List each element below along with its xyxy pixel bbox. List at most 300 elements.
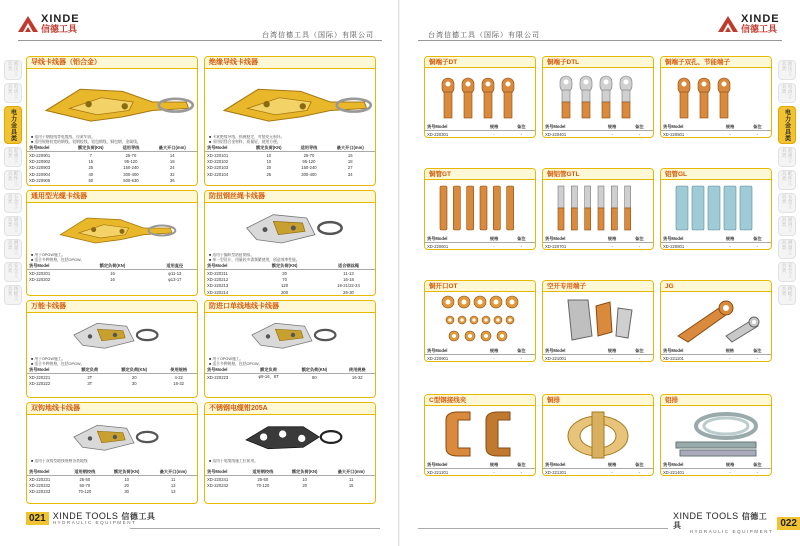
spec-header: 货号Model	[543, 348, 598, 355]
table-row	[661, 243, 771, 250]
spec-cell: 25-70	[303, 152, 315, 158]
product-note: ■ 适用于钢绞线等电缆线，拉紧牢固。	[31, 135, 96, 139]
spec-header: 规格	[480, 462, 507, 469]
company-name: 台湾信德工具（国际）有限公司	[428, 32, 540, 39]
side-tab-3[interactable]: 起重工具类	[4, 147, 22, 167]
table-row	[425, 243, 535, 250]
product-title: 双钩地线卡线器	[27, 403, 197, 415]
spec-cell: 13	[170, 489, 176, 495]
spec-header: 最大开口(mm)	[149, 469, 197, 476]
product-image	[27, 415, 197, 459]
spec-cell: -	[638, 131, 641, 137]
footer-left	[26, 512, 155, 526]
table-row	[205, 171, 375, 178]
spec-cell: 14	[169, 152, 175, 158]
spec-cell: 19-21/22-24	[337, 283, 360, 289]
spec-cell: 10	[124, 476, 129, 482]
footer-brand-cn: 信德工具	[121, 512, 156, 521]
spec-cell: XD-220701	[545, 243, 567, 249]
spec-cell: 25-50	[257, 476, 269, 482]
spec-table	[425, 236, 535, 249]
spec-header: 额定负荷(KN)	[245, 145, 292, 152]
spec-table	[205, 469, 375, 489]
spec-header: 货号Model	[27, 469, 66, 476]
spec-cell: 18	[169, 158, 175, 164]
product-note: ■ 用于OPGW施工。	[31, 253, 66, 257]
spec-cell: XD-220233	[29, 489, 51, 495]
spec-cell: 16-18	[343, 276, 354, 282]
spec-cell: 70	[282, 276, 287, 282]
spec-cell: 2T	[87, 374, 93, 380]
spec-cell: 150-240	[301, 165, 317, 171]
product-note: ■ 适合多种规格，包括OPGW。	[31, 258, 85, 262]
product-note: ■ 适用于电缆线施工拉紧用。	[209, 459, 258, 463]
product-note: ■ 适用于编织型防扭钢丝。	[209, 253, 255, 257]
spec-cell: -	[756, 243, 759, 249]
product-title: 不锈钢电缆钳205A	[205, 403, 375, 415]
spec-cell: XD-220222	[29, 380, 51, 386]
spec-cell: 500-630	[123, 178, 139, 184]
footer-rule	[130, 528, 380, 529]
side-tab-8[interactable]: 安全工具类	[778, 262, 796, 282]
brand-name-en: XINDE	[741, 13, 780, 25]
company-name: 台湾信德工具（国际）有限公司	[262, 32, 374, 39]
table-row	[205, 482, 375, 489]
product-notes	[27, 459, 197, 469]
spec-cell: XD-220501	[663, 131, 685, 137]
spec-cell: 16-32	[173, 380, 185, 386]
product-card	[424, 280, 536, 362]
spec-cell: XD-220211	[207, 270, 228, 276]
spec-cell: XD-220904	[29, 171, 51, 177]
product-image	[425, 68, 535, 124]
spec-cell: XD-220201	[29, 270, 51, 276]
footer-brand-cn: 信德工具	[673, 512, 768, 530]
spec-header: 货号Model	[27, 263, 81, 270]
side-tab-6[interactable]: 通用工具类	[778, 216, 796, 236]
spec-cell: XD-220223	[207, 374, 229, 380]
spec-cell: 7	[89, 152, 92, 158]
product-title: 铝管GL	[661, 169, 771, 180]
spec-table	[27, 367, 197, 387]
table-row	[661, 355, 771, 362]
brand-name-cn: 信德工具	[741, 24, 778, 34]
spec-cell: -	[756, 131, 759, 137]
spec-header: 额定负荷(KN)	[108, 367, 160, 374]
spec-cell: XD-221301	[545, 469, 567, 475]
product-card	[204, 300, 376, 398]
spec-table	[543, 236, 653, 249]
side-tab-4[interactable]: 配件工具类	[4, 170, 22, 190]
spec-header: 货号Model	[661, 124, 716, 131]
spec-cell: XD-220901	[29, 152, 51, 158]
spec-header: 备注	[744, 236, 771, 243]
product-card	[660, 394, 772, 476]
spec-cell: -	[493, 355, 495, 361]
spec-cell: φ9-16，8T	[258, 374, 279, 379]
spec-header: 使用规格	[340, 367, 375, 374]
spec-cell: 26-30	[343, 289, 354, 295]
spec-cell	[314, 289, 322, 296]
side-tab-9[interactable]: 线缆工具类	[778, 285, 796, 305]
spec-cell: -	[611, 469, 613, 475]
product-note: ■ 适合多种规格，包括OPGW。	[209, 362, 263, 366]
spec-cell: XD-220221	[29, 374, 51, 380]
product-image	[205, 313, 375, 357]
table-row	[425, 355, 535, 362]
spec-header: 适用直径	[153, 263, 197, 270]
spec-table	[205, 145, 375, 178]
spec-table	[543, 124, 653, 137]
spec-cell: XD-220213	[207, 283, 229, 289]
spec-cell: 25	[266, 171, 272, 177]
spec-cell: -	[729, 243, 731, 249]
table-row	[205, 289, 375, 296]
spec-cell: XD-221201	[427, 469, 449, 475]
table-row	[543, 131, 653, 138]
spec-cell: 11	[171, 476, 176, 482]
side-tabs-left	[4, 60, 22, 305]
spec-cell: 25	[88, 165, 94, 171]
spec-cell: 10	[302, 476, 307, 482]
spec-cell: -	[638, 243, 641, 249]
product-image	[661, 406, 771, 462]
spec-cell: 13	[170, 482, 176, 488]
page-number: 022	[777, 517, 800, 530]
product-notes	[205, 135, 375, 145]
spec-header: 备注	[508, 124, 535, 131]
spec-cell	[144, 276, 153, 283]
product-image	[205, 415, 375, 459]
spec-cell: 30	[131, 380, 137, 386]
product-note: ■ 单一型设计，用量较多需频繁使用，创造效率性能。	[209, 258, 300, 262]
product-image	[205, 69, 375, 135]
header-rule	[18, 40, 382, 41]
right-page	[400, 0, 800, 546]
product-image	[543, 180, 653, 236]
product-card	[542, 168, 654, 250]
spec-table	[661, 462, 771, 475]
xinde-logo-icon	[718, 16, 738, 32]
spec-cell: XD-220905	[29, 178, 51, 184]
spec-cell: 24	[169, 165, 175, 171]
footer-brand-en: XINDE TOOLS	[673, 511, 739, 521]
spec-header: 备注	[744, 124, 771, 131]
spec-header: 额定负荷(KN)	[282, 469, 327, 476]
spec-cell: 15	[347, 152, 353, 158]
spec-table	[425, 348, 535, 361]
brand-name-en: XINDE	[41, 13, 80, 25]
spec-header: 额定负荷(KN)	[255, 263, 314, 270]
side-tab-5[interactable]: 五金工具类	[4, 193, 22, 213]
product-title: 铜端子DTL	[543, 57, 653, 68]
product-image	[425, 406, 535, 462]
product-title: 铜端子双孔、节能端子	[661, 57, 771, 68]
spec-cell: XD-221001	[545, 355, 567, 361]
spec-header: 规格	[598, 462, 625, 469]
product-image	[543, 68, 653, 124]
table-row	[205, 374, 375, 381]
side-tab-1[interactable]: 电动工具类	[4, 83, 22, 103]
spec-cell: XD-220202	[29, 276, 51, 282]
spec-header: 备注	[626, 236, 653, 243]
product-image	[425, 180, 535, 236]
table-row	[27, 276, 197, 283]
spec-cell: 40	[88, 171, 94, 177]
side-tab-4[interactable]: 配件工具类	[778, 170, 796, 190]
spec-cell: -	[756, 355, 758, 361]
brand-logo	[718, 14, 780, 34]
product-title: 铝排	[661, 395, 771, 406]
product-notes	[205, 253, 375, 263]
spec-cell: 34	[347, 171, 353, 177]
spec-cell: XD-220231	[29, 476, 51, 482]
table-row	[425, 131, 535, 138]
spec-cell: 95-120	[124, 158, 138, 164]
spec-header: 货号Model	[661, 462, 716, 469]
product-note: ■ 卡紧绝缘导线，抓握稳定，对塑皮无损坏。	[209, 135, 285, 139]
product-notes	[27, 135, 197, 145]
table-row	[425, 469, 535, 476]
product-title: 防进口单线地线卡线器	[205, 301, 375, 313]
spec-cell: 70-120	[78, 489, 92, 495]
spec-cell: XD-221401	[663, 469, 685, 475]
table-row	[27, 178, 197, 185]
spec-header: 货号Model	[27, 367, 71, 374]
side-tab-7[interactable]: 测量工具类	[778, 239, 796, 259]
spec-header: 规格	[598, 124, 625, 131]
spec-cell: XD-220301	[427, 131, 449, 137]
spec-cell: 20	[124, 482, 129, 488]
spec-cell: XD-220212	[207, 276, 229, 282]
spec-cell: 15	[348, 482, 354, 488]
side-tab-2[interactable]: 电力金具类	[778, 106, 796, 144]
product-card	[26, 190, 198, 296]
spec-cell: XD-220902	[29, 158, 51, 164]
footer-right	[673, 512, 800, 535]
spec-header: 货号Model	[205, 469, 244, 476]
spec-cell: 10	[266, 152, 272, 158]
product-card	[660, 56, 772, 138]
spec-cell: XD-220241	[207, 476, 229, 482]
spec-table	[425, 124, 535, 137]
product-title: 铜开口OT	[425, 281, 535, 292]
product-card	[660, 168, 772, 250]
side-tab-0[interactable]: 液压工具类	[4, 60, 22, 80]
spec-header: 货号Model	[543, 124, 598, 131]
spec-header: 适用钢绞线	[244, 469, 282, 476]
product-title: 铜排	[543, 395, 653, 406]
spec-cell: 25-50	[79, 476, 91, 482]
spec-cell: XD-220901	[427, 355, 449, 361]
spec-header: 货号Model	[205, 367, 248, 374]
spec-header: 规格	[598, 236, 625, 243]
product-image	[661, 292, 771, 348]
product-title: 万能卡线器	[27, 301, 197, 313]
spec-cell: XD-220903	[29, 165, 51, 171]
spec-header: 备注	[626, 348, 653, 355]
side-tab-8[interactable]: 安全工具类	[4, 262, 22, 282]
product-note: ■ 采用铝镁合金材料，质量轻，使用方便。	[209, 140, 281, 144]
spec-header: 货号Model	[661, 348, 716, 355]
table-row	[661, 469, 771, 476]
table-row	[543, 355, 653, 362]
spec-cell: XD-220214	[207, 289, 229, 295]
product-card	[26, 56, 198, 186]
side-tabs-right	[778, 60, 796, 305]
product-image	[27, 69, 197, 135]
spec-cell: φ13-17	[168, 276, 182, 282]
spec-cell: 16	[110, 276, 115, 282]
table-row	[27, 489, 197, 496]
spec-header: 额定负荷(KN)	[289, 367, 339, 374]
spec-cell: 30	[282, 270, 287, 276]
brand-logo	[18, 14, 80, 34]
spec-cell: 50	[88, 178, 94, 184]
side-tab-2[interactable]: 电力金具类	[4, 106, 22, 144]
spec-cell: XD-220101	[207, 152, 229, 158]
spec-cell: 36	[169, 178, 175, 184]
product-card	[204, 190, 376, 296]
spec-header: 货号Model	[205, 263, 255, 270]
product-notes	[27, 357, 197, 367]
spec-table	[27, 263, 197, 283]
product-title: C型钢接线夹	[425, 395, 535, 406]
spec-cell: 20	[131, 374, 137, 380]
spec-header: 货号Model	[425, 124, 480, 131]
side-tab-0[interactable]: 液压工具类	[778, 60, 796, 80]
spec-cell: -	[493, 243, 495, 249]
product-title: 绝缘导线卡线器	[205, 57, 375, 69]
spec-table	[205, 367, 375, 380]
spec-cell: 80	[312, 374, 317, 380]
product-note: ■ 用于OPGW施工。	[209, 357, 244, 361]
spec-cell: 20	[302, 482, 307, 488]
spec-header: 货号Model	[425, 348, 480, 355]
product-note: ■ 用于OPGW施工。	[31, 357, 66, 361]
spec-cell: XD-220102	[207, 158, 229, 164]
spec-header: 规格	[598, 348, 625, 355]
side-tab-3[interactable]: 起重工具类	[778, 147, 796, 167]
table-row	[543, 469, 653, 476]
spec-cell: 27	[347, 165, 353, 171]
spec-cell: 30	[124, 489, 129, 495]
product-image	[543, 406, 653, 462]
spec-header: 额定负荷(KN)	[67, 145, 114, 152]
spec-header: 规格	[716, 124, 743, 131]
spec-table	[661, 124, 771, 137]
product-card	[542, 56, 654, 138]
product-card	[660, 280, 772, 362]
spec-cell: 10	[266, 158, 272, 164]
table-row	[27, 380, 197, 387]
product-card	[424, 394, 536, 476]
spec-header: 额定负荷	[71, 367, 108, 374]
spec-header: 备注	[626, 124, 653, 131]
product-card	[542, 394, 654, 476]
spec-header: 备注	[626, 462, 653, 469]
spec-header: 适用导线	[292, 145, 325, 152]
side-tab-1[interactable]: 电动工具类	[778, 83, 796, 103]
spec-header: 备注	[744, 462, 771, 469]
spec-header: 额定负荷(KN)	[81, 263, 144, 270]
spec-cell: -	[638, 469, 641, 475]
product-card	[424, 56, 536, 138]
product-card	[542, 280, 654, 362]
spec-table	[425, 462, 535, 475]
spec-cell: -	[520, 243, 523, 249]
header-rule	[418, 40, 782, 41]
spec-cell: XD-220601	[427, 243, 449, 249]
product-card	[204, 56, 376, 186]
spec-header: 规格	[716, 462, 743, 469]
product-title: JG	[661, 281, 771, 292]
page-number: 021	[26, 512, 49, 525]
spec-cell: -	[729, 355, 731, 361]
spec-header: 货号Model	[425, 462, 480, 469]
spec-header: 额定负荷(KN)	[104, 469, 149, 476]
side-tab-7[interactable]: 测量工具类	[4, 239, 22, 259]
spec-cell: XD-220103	[207, 165, 229, 171]
spec-header: 货号Model	[543, 236, 598, 243]
spec-header: 货号Model	[205, 145, 245, 152]
side-tab-9[interactable]: 线缆工具类	[4, 285, 22, 305]
spec-header: 适用导线	[114, 145, 147, 152]
product-card	[424, 168, 536, 250]
table-row	[543, 243, 653, 250]
product-title: 导线卡线器（铝合金）	[27, 57, 197, 69]
spec-table	[661, 348, 771, 361]
table-row	[661, 131, 771, 138]
spec-header: 最大开口(mm)	[326, 145, 375, 152]
product-image	[205, 203, 375, 253]
spec-cell: -	[493, 469, 495, 475]
spec-cell: 95-120	[302, 158, 316, 164]
spec-cell: 300-400	[123, 171, 139, 177]
spec-header: 货号Model	[27, 145, 67, 152]
spec-header: 货号Model	[425, 236, 480, 243]
spec-cell: 15	[88, 158, 94, 164]
spec-cell: XD-220104	[207, 171, 229, 177]
spec-cell: 20	[266, 165, 272, 171]
spec-cell: 200	[281, 289, 289, 295]
spec-cell: -	[520, 469, 523, 475]
spec-header: 最大开口(mm)	[327, 469, 375, 476]
product-notes	[27, 253, 197, 263]
product-image	[543, 292, 653, 348]
spec-header: 规格	[480, 348, 507, 355]
spec-header: 货号Model	[661, 236, 716, 243]
spec-header: 备注	[508, 236, 535, 243]
spec-cell: -	[520, 355, 523, 361]
spec-cell: XD-221101	[663, 355, 684, 361]
side-tab-5[interactable]: 五金工具类	[778, 193, 796, 213]
product-title: 空开专用端子	[543, 281, 653, 292]
spec-header: 使用规格	[160, 367, 197, 374]
spec-header: 备注	[744, 348, 771, 355]
spec-cell: -	[611, 355, 613, 361]
spec-cell: 25-70	[125, 152, 137, 158]
spec-cell: 11	[349, 476, 354, 482]
footer-rule	[418, 528, 668, 529]
spec-header: 规格	[716, 348, 743, 355]
spec-table	[661, 236, 771, 249]
footer-sub: HYDRAULIC EQUIPMENT	[689, 529, 774, 534]
side-tab-6[interactable]: 通用工具类	[4, 216, 22, 236]
spec-header: 规格	[480, 124, 507, 131]
spec-header: 适合钢丝绳	[322, 263, 375, 270]
spec-cell: 70-120	[256, 482, 270, 488]
